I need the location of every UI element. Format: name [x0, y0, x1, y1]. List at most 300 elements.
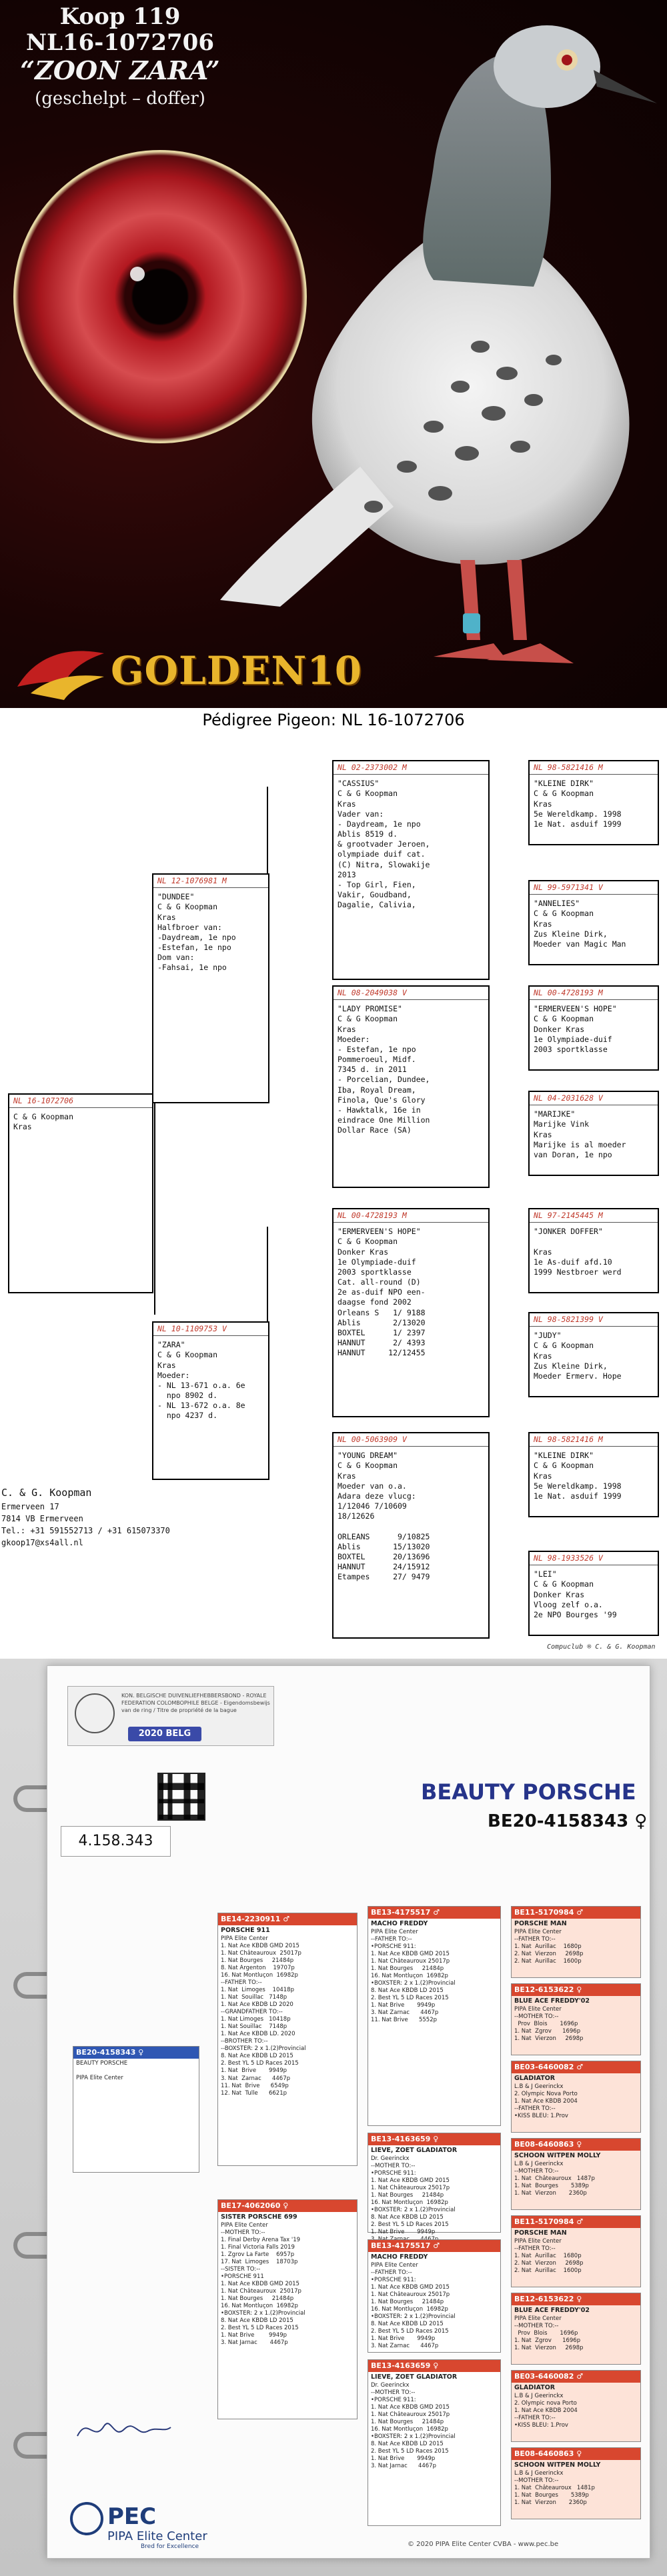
text-line: •PORSCHE 911:	[371, 2276, 416, 2283]
text-line: --FATHER TO:--	[221, 1979, 262, 1986]
text-line: 2003 sportklasse	[534, 1044, 608, 1054]
text-line: "YOUNG DREAM"	[338, 1451, 398, 1461]
pigeon-description: (geschelpt – doffer)	[35, 88, 205, 109]
text-line: -Daydream, 1e npo	[157, 932, 236, 942]
text-line: - Estefan, 1e npo	[338, 1044, 416, 1054]
text-line: "KLEINE DIRK"	[534, 779, 594, 789]
text-line: HANNUT 24/15912	[338, 1562, 430, 1572]
text-line: 17. Nat Limoges 18703p	[221, 2258, 298, 2265]
text-line: Zus Kleine Dirk,	[534, 1361, 608, 1371]
box-lines	[338, 1451, 484, 1582]
text-line: Moeder van o.a.	[338, 1481, 407, 1491]
card-ring: BE20-4158343 ♀	[488, 1811, 648, 1831]
card-box-lines	[514, 2315, 638, 2352]
signature	[74, 2413, 174, 2446]
text-line: --SISTER TO:--	[221, 2265, 261, 2273]
text-line: Donker Kras	[534, 1589, 585, 1599]
text-line: --FATHER TO:--	[514, 2245, 556, 2252]
card-box-name: LIEVE, ZOET GLADIATOR	[371, 2373, 458, 2381]
box-lines	[157, 1340, 264, 1421]
golden10-logo	[11, 633, 363, 707]
text-line: 8. Nat Ace KBDB LD 2015	[371, 2321, 444, 2328]
card-grandparent	[368, 2133, 501, 2236]
text-line: 1. Nat Bourges 21484p	[371, 2298, 444, 2305]
text-line: •KISS BLEU: 1.Prov	[514, 2112, 568, 2119]
text-line: Ablis 15/13020	[338, 1541, 430, 1551]
card-box-name: GLADIATOR	[514, 2075, 556, 2083]
text-line: 1. Nat Brive 9949p	[371, 2455, 436, 2463]
text-line: L.B & J Geerinckx	[514, 2392, 564, 2399]
ring-number: NL 12-1076981 M	[153, 875, 268, 888]
text-line: Ablis 8519 d.	[338, 829, 398, 839]
pec-logo-sub: PIPA Elite Center	[107, 2529, 207, 2543]
text-line: 1. Nat Zgrov 1696p	[514, 2337, 581, 2344]
text-line: 1. Final Derby Arena Tax '19	[221, 2236, 301, 2243]
pigeon-head	[494, 25, 600, 108]
text-line: --FATHER TO:--	[514, 2105, 556, 2112]
text-line: PIPA Elite Center	[514, 2315, 562, 2322]
text-line: Dollar Race (SA)	[338, 1125, 412, 1135]
card-great-grandparent	[511, 2447, 641, 2519]
text-line: (C) Nitra, Slowakije	[338, 859, 430, 869]
card-box-lines	[514, 2238, 638, 2275]
ring-number: NL 00-4728193 M	[530, 987, 658, 1000]
text-line: 1. Nat Aurillac 1680p	[514, 2252, 582, 2259]
text-line: Vloog zelf o.a.	[534, 1599, 603, 1609]
box-lines	[338, 1227, 484, 1358]
pedigree-sire-sire	[332, 760, 490, 980]
text-line: Vader van:	[338, 809, 384, 819]
card-box-name: LIEVE, ZOET GLADIATOR	[371, 2147, 458, 2155]
text-line: "MARIJKE"	[534, 1109, 576, 1119]
pedigree-ancestor	[528, 1091, 659, 1176]
text-line: •BOXSTER: 2 x 1.(2)Provincial	[371, 2313, 456, 2320]
card-photo	[0, 1659, 667, 2576]
text-line: 1. Nat Châteauroux 25017p	[371, 1957, 450, 1965]
text-line: eindrace One Million	[338, 1115, 430, 1125]
card-box-header: BE08-6460863 ♀	[512, 2139, 640, 2151]
text-line: Donker Kras	[338, 1247, 389, 1257]
text-line: npo 4237 d.	[157, 1411, 218, 1421]
ring-number: NL 98-5821416 M	[530, 761, 658, 775]
card-great-grandparent	[511, 2370, 641, 2442]
card-box-name: MACHO FREDDY	[371, 1920, 428, 1928]
text-line: Kras	[534, 1351, 552, 1361]
text-line: C & G Koopman	[534, 789, 594, 799]
card-box-header: BE17-4062060 ♀	[218, 2200, 357, 2212]
pigeon-feet	[434, 643, 574, 663]
card-box-header: BE13-4163659 ♀	[368, 2133, 500, 2145]
text-line: - Top Girl, Fien,	[338, 879, 416, 889]
card-box-lines	[221, 2222, 354, 2347]
text-line: "ERMERVEEN'S HOPE"	[338, 1227, 421, 1237]
text-line: 11. Nat Brive 5552p	[371, 2017, 438, 2024]
text-line: Ablis 2/13020	[338, 1317, 426, 1327]
card-grandparent	[368, 1906, 501, 2126]
box-lines	[534, 1331, 654, 1381]
card-box-name: PORSCHE MAN	[514, 2229, 567, 2237]
text-line	[534, 1237, 654, 1247]
text-line: Prov Blois 1696p	[514, 2020, 578, 2027]
federation-emblem-icon	[75, 1693, 115, 1733]
pedigree-title: Pédigree Pigeon: NL 16-1072706	[202, 711, 465, 729]
pedigree-dam-sire	[332, 1208, 490, 1417]
card-grandparent	[368, 2239, 501, 2353]
text-line: "CASSIUS"	[338, 779, 380, 789]
text-line: Kras	[534, 1129, 552, 1139]
text-line: 1. Nat Bourges 21484p	[371, 2191, 444, 2199]
text-line: 2. Nat Vierzon 2698p	[514, 1950, 584, 1957]
text-line: BOXTEL 1/ 2397	[338, 1327, 426, 1337]
owner-address2: 7814 VB Ermerveen	[1, 1513, 83, 1523]
text-line: - NL 13-671 o.a. 6e	[157, 1380, 245, 1390]
text-line: HANNUT 2/ 4393	[338, 1338, 426, 1348]
pedigree-ancestor	[528, 760, 659, 845]
text-line: Vakir, Goudband,	[338, 890, 412, 900]
text-line: 2. Nat Vierzon 2698p	[514, 2259, 584, 2267]
text-line: •BOXSTER: 2 x 1.(2)Provincial	[371, 2206, 456, 2213]
text-line: 1. Nat Brive 9949p	[371, 2229, 436, 2236]
text-line: & grootvader Jeroen,	[338, 839, 430, 849]
text-line: •BOXSTER: 2 x 1.(2)Provincial	[221, 2310, 305, 2317]
text-line: C & G Koopman	[534, 1014, 594, 1024]
text-line: 1. Nat Limoges 10418p	[221, 2016, 291, 2023]
pec-logo-text: PEC	[107, 2503, 157, 2530]
card-box-header: BE13-4163659 ♀	[368, 2360, 500, 2372]
card-box-name: SISTER PORSCHE 699	[221, 2213, 297, 2221]
text-line: 1. Nat Vierzon 2360p	[514, 2499, 587, 2506]
card-box-header: BE03-6460082 ♂	[512, 2371, 640, 2383]
text-line: 1. Nat Brive 9949p	[221, 2332, 287, 2339]
text-line: 1. Nat Vierzon 2698p	[514, 2344, 584, 2351]
text-line: C & G Koopman	[157, 1350, 218, 1360]
text-line: 16. Nat Montluçon 16982p	[371, 1972, 448, 1979]
text-line: 1. Zgrov La Farte 6957p	[221, 2251, 295, 2258]
text-line: L.B & J Geerinckx	[514, 2083, 564, 2090]
text-line: --FATHER TO:--	[371, 2269, 412, 2276]
card-box-header: BE13-4175517 ♂	[368, 1907, 500, 1919]
ownership-stamp	[67, 1686, 274, 1746]
text-line: 8. Nat Ace KBDB LD 2015	[221, 2317, 293, 2325]
hero-photo	[0, 0, 667, 708]
text-line: Kras	[534, 919, 552, 929]
ring-number: NL 04-2031628 V	[530, 1092, 658, 1105]
text-line: Orleans S 1/ 9188	[338, 1307, 426, 1317]
text-line: Pommeroeul, Midf.	[338, 1055, 416, 1065]
text-line: 1. Nat Ace KBDB GMD 2015	[221, 2281, 299, 2288]
card-box-name: SCHOON WITPEN MOLLY	[514, 2461, 601, 2469]
text-line: 1. Nat Bourges 21484p	[221, 1957, 294, 1964]
text-line: - NL 13-672 o.a. 8e	[157, 1401, 245, 1411]
card-great-grandparent	[511, 1906, 641, 1978]
text-line: C & G Koopman	[534, 1579, 594, 1589]
ring-label: 4.158.343	[61, 1826, 171, 1857]
text-line: 1e Nat. asduif 1999	[534, 819, 622, 829]
text-line: 1. Nat Châteauroux 25017p	[221, 1949, 301, 1957]
text-line: ORLEANS 9/10825	[338, 1531, 430, 1541]
card-box-header: BE12-6153622 ♀	[512, 2293, 640, 2305]
text-line: Iba, Royal Dream,	[338, 1085, 416, 1095]
text-line: "ERMERVEEN'S HOPE"	[534, 1004, 617, 1014]
text-line: van Doran, 1e npo	[534, 1149, 612, 1159]
text-line: --FATHER TO:--	[514, 2414, 556, 2421]
text-line: 2. Nat Aurillac 1600p	[514, 2267, 582, 2274]
text-line: - Hawktalk, 16e in	[338, 1105, 421, 1115]
text-line: 2. Best YL 5 LD Races 2015	[221, 2060, 299, 2067]
text-line: 1. Nat Vierzon 2698p	[514, 2035, 584, 2042]
text-line: 1. Nat Châteauroux 1481p	[514, 2484, 595, 2491]
text-line: --MOTHER TO:--	[514, 2167, 559, 2175]
text-line: Cat. all-round (D)	[338, 1277, 421, 1287]
card-box-header: BE11-5170984 ♂	[512, 1907, 640, 1919]
card-dam	[217, 2199, 358, 2419]
text-line: 8. Nat Argenton 19707p	[221, 1964, 295, 1971]
card-box-lines	[514, 1929, 638, 1965]
card-grandparent	[368, 2359, 501, 2526]
pigeon-name: “ZOON ZARA”	[20, 55, 220, 86]
pedigree-ancestor	[528, 880, 659, 965]
text-line: •PORSCHE 911	[221, 2273, 264, 2280]
text-line: Moeder:	[157, 1370, 190, 1380]
card-box-header: BE08-6460863 ♀	[512, 2448, 640, 2460]
ring-number: NL 97-2145445 M	[530, 1209, 658, 1223]
card-box-lines	[76, 2060, 196, 2082]
card-great-grandparent	[511, 2293, 641, 2365]
card-title: BEAUTY PORSCHE	[421, 1779, 636, 1805]
text-line: •PORSCHE 911:	[371, 1943, 416, 1950]
text-line: 1e Olympiade-duif	[338, 1257, 416, 1267]
text-line: PIPA Elite Center	[221, 2221, 268, 2229]
card-great-grandparent	[511, 2061, 641, 2133]
text-line: "ANNELIES"	[534, 899, 580, 909]
text-line: 1. Nat Ace KBDB 2004	[514, 2097, 578, 2105]
card-box-header: BE11-5170984 ♂	[512, 2216, 640, 2228]
text-line: Halfbroer van:	[157, 922, 222, 932]
ring-number: NL 98-5821399 V	[530, 1313, 658, 1327]
ring-number: NL 98-5821416 M	[530, 1433, 658, 1447]
text-line: Prov Blois 1696p	[514, 2329, 578, 2337]
text-line: 3. Nat Jarnac 4467p	[371, 2463, 436, 2470]
text-line: PIPA Elite Center	[221, 1935, 268, 1942]
text-line: 1. Nat Ace KBDB GMD 2015	[371, 2283, 450, 2291]
text-line: Kras	[534, 1247, 552, 1257]
text-line: 1. Nat Brive 9949p	[371, 2002, 436, 2009]
card-box-header: BE14-2230911 ♂	[218, 1913, 357, 1925]
text-line: --MOTHER TO:--	[371, 2389, 416, 2396]
pedigree-dam-dam	[332, 1432, 490, 1639]
text-line: 1. Nat Brive 9949p	[221, 2067, 287, 2075]
card-box-lines	[514, 2083, 638, 2120]
text-line: 2. Olympic nova Porto	[514, 2399, 577, 2407]
text-line: 16. Nat Montluçon 16982p	[221, 2303, 298, 2310]
text-line: 3. Nat Zarnac 4467p	[221, 2075, 291, 2082]
pedigree-ancestor	[528, 1432, 659, 1517]
pedigree-ancestor	[528, 1551, 659, 1636]
text-line: 1. Nat Ace KBDB GMD 2015	[371, 1950, 450, 1957]
text-line: "DUNDEE"	[157, 892, 195, 902]
qr-code-icon	[157, 1773, 205, 1821]
text-line: 5e Wereldkamp. 1998	[534, 809, 622, 819]
card-box-header: BE03-6460082 ♂	[512, 2061, 640, 2073]
text-line: PIPA Elite Center	[371, 2261, 418, 2269]
text-line: 1. Nat Bourges 21484p	[371, 1965, 444, 1972]
text-line: - Porcelian, Dundee,	[338, 1075, 430, 1085]
text-line: 11. Nat Brive 6549p	[221, 2082, 289, 2089]
ring-number: NL 10-1109753 V	[153, 1323, 268, 1336]
text-line: •PORSCHE 911:	[371, 2169, 416, 2177]
text-line: •BOXSTER: 2 x 1.(2)Provincial	[371, 1979, 456, 1987]
text-line: Kras	[534, 799, 552, 809]
text-line: 3. Nat Zarnac 4467p	[371, 2009, 439, 2017]
text-line: 1. Nat Châteauroux 25017p	[221, 2288, 301, 2295]
pedigree-card	[47, 1665, 650, 2559]
text-line: "JONKER DOFFER"	[534, 1227, 603, 1237]
text-line: Moeder:	[338, 1034, 370, 1044]
text-line: C & G Koopman	[534, 1341, 594, 1351]
text-line: 1. Nat Bourges 21484p	[371, 2418, 444, 2425]
text-line: 1. Nat Châteauroux 25017p	[371, 2411, 450, 2418]
text-line: Dr. Geerinckx	[371, 2381, 410, 2389]
logo-text: GOLDEN10	[111, 648, 363, 693]
pedigree-sire-dam	[332, 985, 490, 1188]
text-line: 1e Nat. asduif 1999	[534, 1491, 622, 1501]
text-line: 2. Nat Aurillac 1600p	[514, 1957, 582, 1965]
text-line: •KISS BLEU: 1.Prov	[514, 2421, 568, 2429]
text-line: Dr. Geerinckx	[371, 2155, 410, 2162]
text-line: 2e NPO Bourges '99	[534, 1609, 617, 1619]
text-line: 1. Nat Zgrov 1696p	[514, 2027, 581, 2035]
stamp-text: KON. BELGISCHE DUIVENLIEFHEBBERSBOND - ROYALE FEDERATION COLOMBOPHILE BELGE - Eigendomsbewijs van de ring / Titre de propriété de la bague	[121, 1693, 270, 1714]
text-line: 1e As-duif afd.10	[534, 1257, 612, 1267]
box-lines	[338, 1004, 484, 1135]
leg-ring	[463, 613, 480, 633]
ring-number: NL 00-4728193 M	[334, 1209, 488, 1223]
text-line: Kras	[338, 1471, 356, 1481]
owner-email: gkoop17@xs4all.nl	[1, 1537, 83, 1547]
text-line: "ZARA"	[157, 1340, 185, 1350]
card-box-lines	[514, 2161, 638, 2197]
box-lines	[534, 1004, 654, 1055]
card-box-header: BE20-4158343 ♀	[73, 2047, 199, 2059]
text-line: - Daydream, 1e npo	[338, 819, 421, 829]
pec-logo	[67, 2493, 287, 2553]
text-line: PIPA Elite Center	[514, 1928, 562, 1935]
card-box-lines	[371, 2155, 498, 2244]
card-box-lines	[514, 2470, 638, 2507]
text-line: 16. Nat Montluçon 16982p	[371, 2425, 448, 2433]
text-line	[338, 1521, 484, 1531]
eagle-icon	[11, 633, 111, 707]
text-line: 8. Nat Ace KBDB LD 2015	[371, 2214, 444, 2221]
pedigree-footer: Compuclub ® C. & G. Koopman	[547, 1643, 656, 1651]
text-line: PIPA Elite Center	[76, 2075, 123, 2082]
text-line: 16. Nat Montluçon 16982p	[371, 2305, 448, 2313]
text-line: 2. Best YL 5 LD Races 2015	[371, 2328, 449, 2335]
ring-number: NL 16-1072706	[9, 1095, 152, 1108]
text-line: 1. Nat Châteauroux 25017p	[371, 2291, 450, 2298]
card-great-grandparent	[511, 1983, 641, 2055]
text-line: Kras	[157, 912, 176, 922]
text-line: --MOTHER TO:--	[514, 2013, 559, 2020]
text-line: 1. Nat Ace KBDB LD. 2020	[221, 2031, 295, 2038]
text-line: "JUDY"	[534, 1331, 562, 1341]
text-line: PIPA Elite Center	[514, 2237, 562, 2245]
card-copyright: © 2020 PIPA Elite Center CVBA - www.pec.be	[408, 2541, 559, 2548]
owner-name: C. & G. Koopman	[1, 1487, 92, 1499]
text-line: BEAUTY PORSCHE	[76, 2060, 128, 2067]
text-line: 1/12046 7/10609	[338, 1501, 407, 1511]
text-line: Dom van:	[157, 953, 195, 963]
text-line: -Fahsai, 1e npo	[157, 963, 227, 973]
card-box-header: BE13-4175517 ♂	[368, 2240, 500, 2252]
text-line: 1. Nat Ace KBDB GMD 2015	[371, 2403, 450, 2411]
text-line: C & G Koopman	[338, 1014, 398, 1024]
text-line: --BOXSTER: 2 x 1.(2)Provincial	[221, 2045, 306, 2053]
text-line: 2013	[338, 869, 356, 879]
text-line: --MOTHER TO:--	[371, 2162, 416, 2169]
text-line: 1. Nat Limoges 10418p	[221, 1986, 294, 1993]
text-line: C & G Koopman	[157, 902, 218, 912]
text-line: BOXTEL 20/13696	[338, 1551, 430, 1561]
text-line: Kras	[13, 1122, 32, 1132]
stamp-badge: 2020 BELG	[128, 1727, 201, 1741]
text-line: 12. Nat Tulle 6621p	[221, 2089, 287, 2097]
pedigree-ancestor	[528, 1208, 659, 1293]
owner-block	[1, 1485, 170, 1549]
pedigree-sire	[152, 873, 269, 1103]
text-line: --GRANDFATHER TO:--	[221, 2009, 283, 2016]
text-line: "LEI"	[534, 1569, 557, 1579]
text-line	[76, 2067, 196, 2075]
text-line: 3. Nat Zarnac 4467p	[371, 2343, 439, 2350]
text-line: 7345 d. in 2011	[338, 1065, 407, 1075]
text-line: 1. Nat Bourges 5389p	[514, 2491, 589, 2499]
ring-number: NL16-1072706	[25, 29, 214, 57]
text-line: PIPA Elite Center	[371, 1928, 418, 1935]
text-line: Moeder Ermerv. Hope	[534, 1371, 622, 1381]
card-box-name: PORSCHE 911	[221, 1927, 270, 1935]
card-box-lines	[514, 2393, 638, 2429]
text-line: C & G Koopman	[534, 909, 594, 919]
text-line: •BOXSTER: 2 x 1.(2)Provincial	[371, 2433, 456, 2440]
text-line: 8. Nat Ace KBDB LD 2015	[371, 2441, 444, 2448]
card-box-name: SCHOON WITPEN MOLLY	[514, 2152, 601, 2160]
card-box-lines	[221, 1935, 354, 2097]
text-line: C & G Koopman	[338, 1461, 398, 1471]
card-box-name: MACHO FREDDY	[371, 2253, 428, 2261]
text-line: 2. Best YL 5 LD Races 2015	[371, 2448, 449, 2455]
box-lines	[534, 1569, 654, 1620]
text-line: C & G Koopman	[534, 1461, 594, 1471]
text-line: 1999 Nestbroer werd	[534, 1267, 622, 1277]
text-line: Kras	[338, 1024, 356, 1034]
text-line: 18/12626	[338, 1511, 375, 1521]
text-line: --BROTHER TO:--	[221, 2038, 268, 2045]
card-box-name: GLADIATOR	[514, 2384, 556, 2392]
ring-number: NL 00-5063909 V	[334, 1433, 488, 1447]
text-line: 1. Nat Brive 9949p	[371, 2335, 436, 2343]
lot-number: Koop 119	[59, 3, 181, 30]
pedigree-dam	[152, 1321, 269, 1480]
card-box-lines	[371, 1929, 498, 2025]
text-line: 3. Nat Jarnac 4467p	[221, 2339, 288, 2347]
text-line: 1. Nat Ace KBDB GMD 2015	[221, 1942, 299, 1949]
ring-number: NL 99-5971341 V	[530, 881, 658, 895]
text-line: Marijke Vink	[534, 1119, 590, 1129]
card-box-header: BE12-6153622 ♀	[512, 1984, 640, 1996]
pec-tagline: Bred for Excellence	[141, 2543, 199, 2550]
connector	[154, 1115, 155, 1315]
